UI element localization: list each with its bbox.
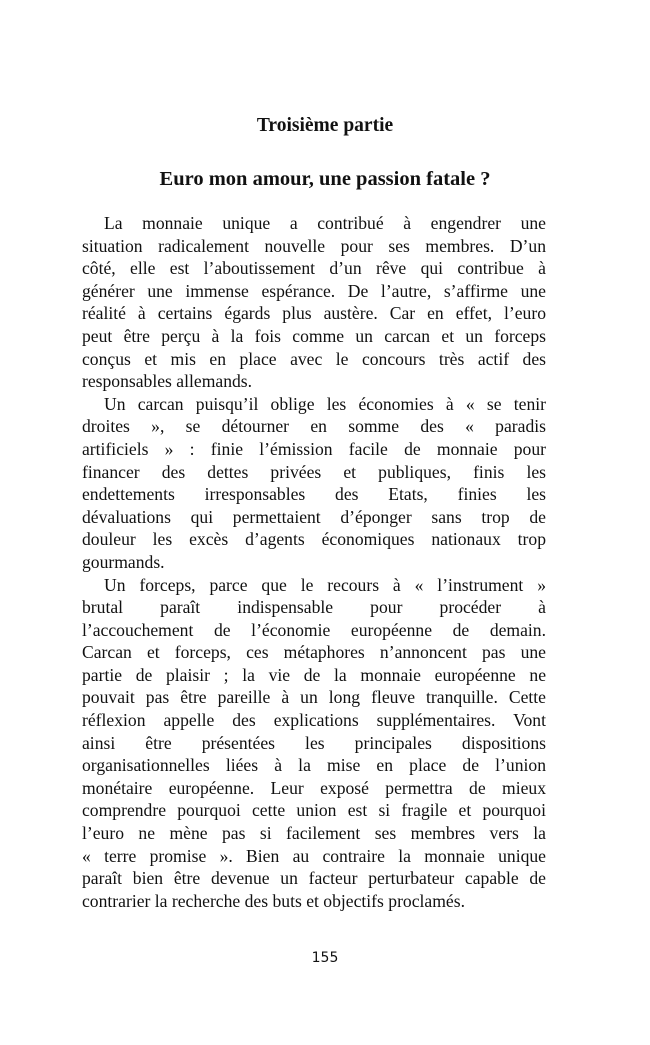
text-line: pouvait pas être pareille à un long fleuve tranquille. Cette [82, 687, 546, 708]
text-line: organisationnelles liées à la mise en place de l’union [82, 755, 546, 776]
text-line: générer une immense espérance. De l’autre, s’affirme une [82, 280, 546, 301]
chapter-title: Euro mon amour, une passion fatale ? [159, 168, 491, 190]
text-line: gourmands. [82, 551, 165, 572]
text-line: situation radicalement nouvelle pour ses membres. D’un [82, 235, 546, 256]
text-line: Carcan et forceps, ces métaphores n’annoncent pas une [82, 642, 546, 663]
text-line: « terre promise ». Bien au contraire la monnaie unique [82, 845, 546, 866]
text-line: réalité à certains égards plus austère. Car en effet, l’euro [82, 303, 546, 324]
text-line: peut être perçu à la fois comme un carcan et un forceps [82, 325, 546, 346]
text-line: dévaluations qui permettaient d’éponger sans trop de [82, 506, 546, 527]
text-line: La monnaie unique a contribué à engendrer une [104, 213, 546, 233]
text-line: responsables allemands. [82, 371, 253, 392]
text-line: droites », se détourner en somme des « paradis [82, 416, 546, 437]
text-line: comprendre pourquoi cette union est si fragile et pourquoi [82, 800, 546, 821]
paragraph [82, 574, 546, 913]
text-line: Un carcan puisqu’il oblige les économies à « se tenir [104, 393, 546, 414]
text-line: financer des dettes privées et publiques, finis les [82, 461, 546, 482]
part-title: Troisième partie [256, 115, 394, 136]
text-line: brutal paraît indispensable pour procéder à [82, 597, 546, 618]
text-line: contrarier la recherche des buts et objectifs proclamés. [82, 890, 465, 911]
text-line: artificiels » : finie l’émission facile de monnaie pour [82, 438, 546, 459]
text-line: ainsi être présentées les principales dispositions [82, 732, 546, 753]
text-line: réflexion appelle des explications supplémentaires. Vont [82, 710, 546, 731]
text-line: conçus et mis en place avec le concours très actif des [82, 348, 546, 369]
paragraph [82, 212, 546, 393]
text-line: l’euro ne mène pas si facilement ses membres vers la [82, 823, 546, 844]
text-line: douleur les excès d’agents économiques nationaux trop [82, 529, 546, 550]
text-line: endettements irresponsables des Etats, finies les [82, 484, 546, 505]
page-number: 155 [311, 950, 339, 966]
text-line: Un forceps, parce que le recours à « l’instrument » [104, 574, 546, 595]
text-line: l’accouchement de l’économie européenne de demain. [82, 619, 546, 640]
text-line: partie de plaisir ; la vie de la monnaie européenne ne [82, 664, 546, 685]
paragraph [82, 393, 546, 574]
text-line: monétaire européenne. Leur exposé permettra de mieux [82, 777, 546, 798]
text-line: paraît bien être devenue un facteur perturbateur capable de [82, 868, 546, 889]
body-text [82, 212, 546, 912]
text-line: côté, elle est l’aboutissement d’un rêve qui contribue à [82, 258, 546, 279]
